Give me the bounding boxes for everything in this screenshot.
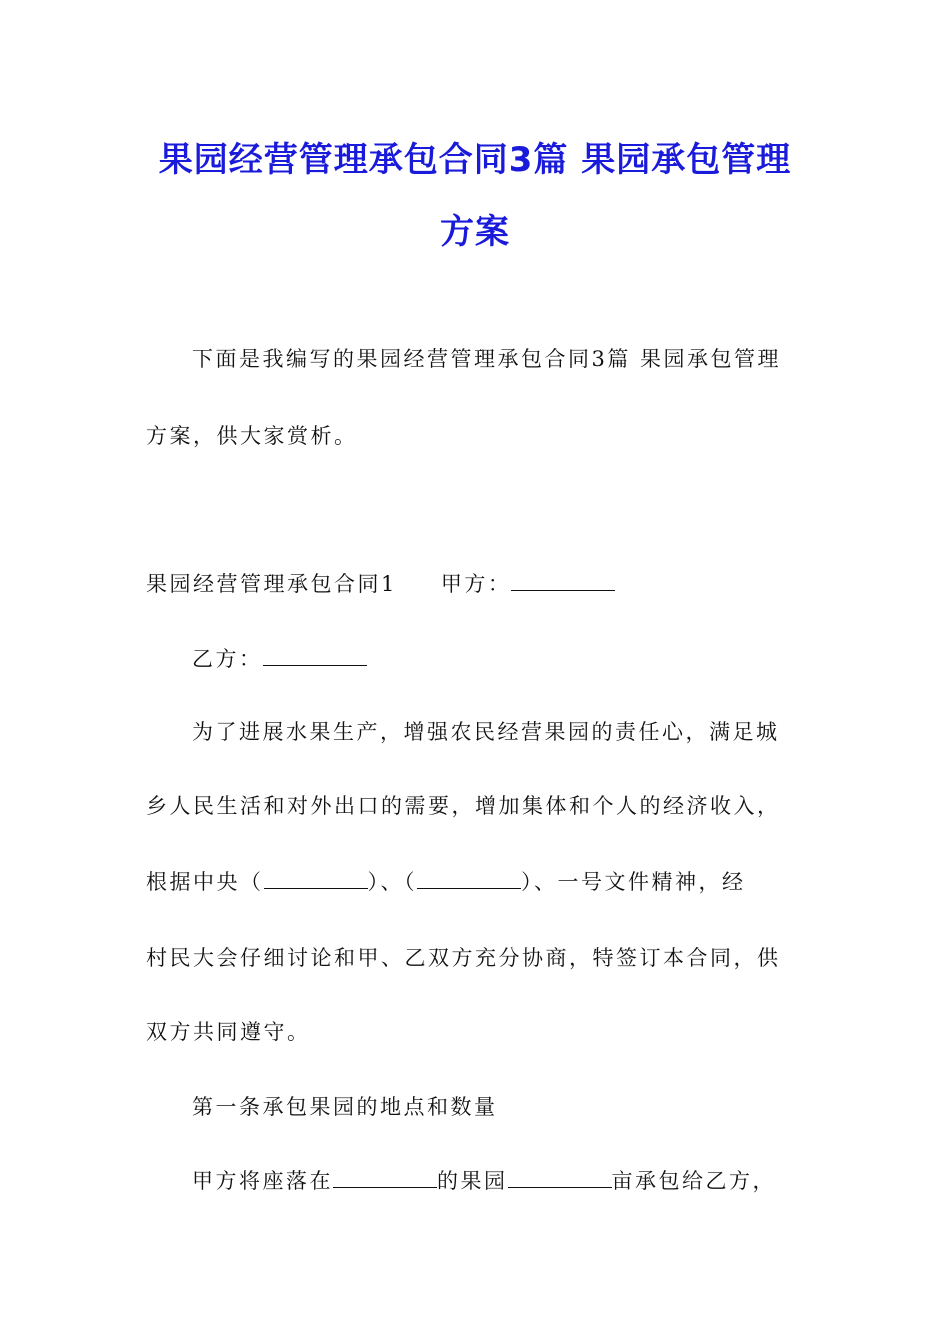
document-title-line-2: 方案 <box>440 212 510 252</box>
article1-line-1-part-a: 甲方将座落在 <box>192 1169 333 1193</box>
article1-line-1 <box>192 1166 776 1196</box>
para1-line-2: 乡人民生活和对外出口的需要，增加集体和个人的经济收入， <box>146 794 781 818</box>
para1-line-1: 为了进展水果生产，增强农民经营果园的责任心，满足城 <box>192 720 780 744</box>
para1-line-3-part-c: ）、一号文件精神，经 <box>521 870 746 894</box>
party-b-blank <box>263 645 367 666</box>
party-b-label: 乙方： <box>192 647 263 671</box>
article1-line-1-part-c: 亩承包给乙方， <box>611 1169 776 1193</box>
central-doc-blank-1 <box>264 868 368 889</box>
party-b-line <box>192 644 367 674</box>
contract1-heading-line <box>146 569 615 599</box>
contract1-heading: 果园经营管理承包合同1 <box>146 572 397 596</box>
para1-line-3-part-a: 根据中央（ <box>146 870 264 894</box>
orchard-location-blank <box>333 1167 437 1188</box>
intro-line-2: 方案，供大家赏析。 <box>146 424 358 448</box>
intro-line-1: 下面是我编写的果园经营管理承包合同3篇 果园承包管理 <box>192 347 782 371</box>
para1-line-5: 双方共同遵守。 <box>146 1020 311 1044</box>
central-doc-blank-2 <box>417 868 521 889</box>
article1-heading: 第一条承包果园的地点和数量 <box>192 1095 498 1119</box>
party-a-blank <box>511 570 615 591</box>
party-a-label: 甲方： <box>440 572 512 596</box>
document-title-line-1: 果园经营管理承包合同3篇 果园承包管理 <box>158 140 792 180</box>
para1-line-3 <box>146 867 746 897</box>
para1-line-4: 村民大会仔细讨论和甲、乙双方充分协商，特签订本合同，供 <box>146 946 781 970</box>
article1-line-1-part-b: 的果园 <box>437 1169 508 1193</box>
para1-line-3-part-b: ）、（ <box>367 870 417 894</box>
orchard-area-blank <box>508 1167 612 1188</box>
